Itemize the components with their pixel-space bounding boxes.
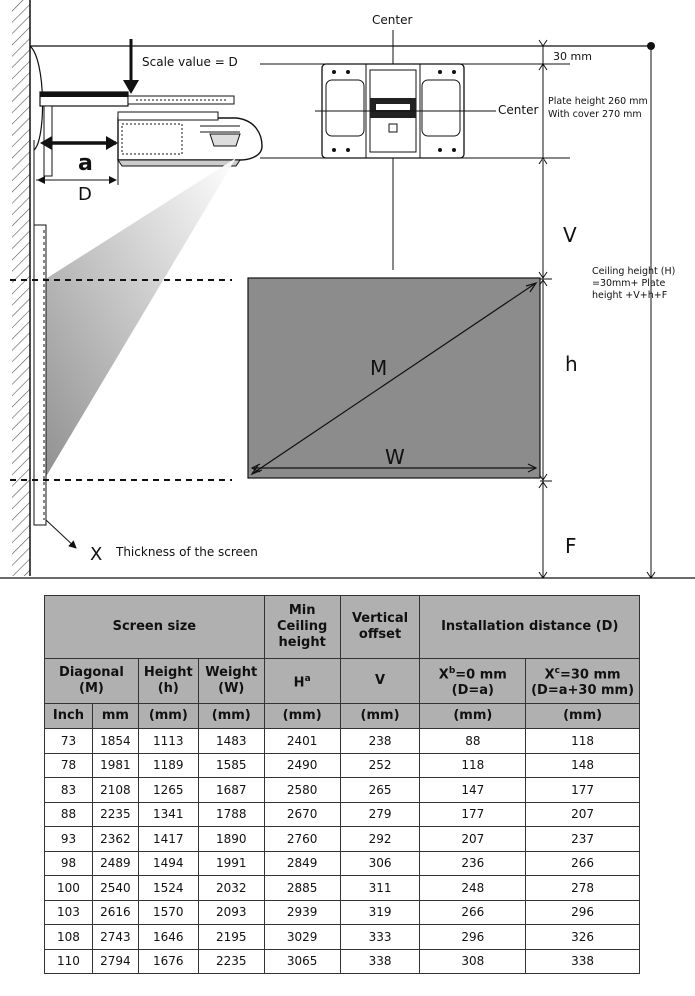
xc-header	[526, 659, 640, 704]
label-W: W	[385, 445, 405, 469]
H-header	[264, 659, 340, 704]
H-sup: a	[304, 673, 311, 684]
projector-icon	[118, 112, 262, 166]
table-cell: 2670	[264, 802, 340, 827]
table-cell: 88	[45, 802, 93, 827]
table-cell: 292	[340, 827, 420, 852]
table-cell: 319	[340, 900, 420, 925]
table-cell: 2490	[264, 753, 340, 778]
header-row-2	[45, 659, 640, 704]
xc-main: X	[544, 667, 555, 683]
unit-cell: (mm)	[340, 704, 420, 729]
table-cell: 1991	[198, 851, 264, 876]
table-cell: 1981	[92, 753, 138, 778]
table-cell: 88	[420, 729, 526, 754]
table-cell: 2540	[92, 876, 138, 901]
ceiling-note-3: height +V+h+F	[592, 290, 668, 301]
ceiling-note-2: =30mm+ Plate	[592, 278, 666, 289]
thickness-label: Thickness of the screen	[116, 545, 258, 559]
table-cell: 110	[45, 949, 93, 974]
table-row	[45, 949, 640, 974]
table-cell: 1646	[138, 925, 198, 950]
table-cell: 1417	[138, 827, 198, 852]
table-cell: 3029	[264, 925, 340, 950]
table-cell: 2849	[264, 851, 340, 876]
table-cell: 2195	[198, 925, 264, 950]
table-cell: 248	[420, 876, 526, 901]
diagonal-line2: (M)	[79, 681, 104, 696]
xb-sup: b	[448, 665, 456, 676]
table-cell: 1570	[138, 900, 198, 925]
table-cell: 2032	[198, 876, 264, 901]
table-cell: 1585	[198, 753, 264, 778]
weight-line2: (W)	[218, 681, 245, 696]
table-cell: 148	[526, 753, 640, 778]
table-cell: 306	[340, 851, 420, 876]
offset-30: 30 mm	[553, 50, 592, 63]
install-distance-header: Installation distance (D)	[420, 596, 640, 659]
ceiling-note-1: Ceiling height (H)	[592, 266, 676, 277]
unit-cell: (mm)	[198, 704, 264, 729]
weight-line1: Weight	[205, 665, 258, 680]
table-cell: 2794	[92, 949, 138, 974]
scale-label: Scale value = D	[142, 55, 238, 69]
table-cell: 1265	[138, 778, 198, 803]
height-line1: Height	[143, 665, 193, 680]
label-F: F	[565, 534, 577, 558]
xc-rest: =30 mm	[559, 667, 621, 683]
table-cell: 2108	[92, 778, 138, 803]
screen-size-header: Screen size	[45, 596, 265, 659]
table-cell: 73	[45, 729, 93, 754]
table-cell: 333	[340, 925, 420, 950]
weight-header	[198, 659, 264, 704]
min-ceiling-line3: height	[278, 635, 326, 650]
xb-header	[420, 659, 526, 704]
table-cell: 118	[526, 729, 640, 754]
table-cell: 207	[526, 802, 640, 827]
table-cell: 1676	[138, 949, 198, 974]
vertical-offset-line2: offset	[358, 627, 402, 642]
table-cell: 2489	[92, 851, 138, 876]
table-cell: 1189	[138, 753, 198, 778]
table-row	[45, 729, 640, 754]
diagonal-line1: Diagonal	[59, 665, 124, 680]
label-D: D	[78, 184, 92, 205]
unit-cell: (mm)	[264, 704, 340, 729]
table-cell: 1687	[198, 778, 264, 803]
table-cell: 2235	[198, 949, 264, 974]
unit-cell: mm	[92, 704, 138, 729]
min-ceiling-line1: Min	[288, 603, 316, 618]
xc-sup: c	[554, 665, 560, 676]
spec-table	[44, 595, 640, 974]
table-row	[45, 778, 640, 803]
table-cell: 326	[526, 925, 640, 950]
min-ceiling-header	[264, 596, 340, 659]
unit-cell: (mm)	[138, 704, 198, 729]
table-cell: 296	[526, 900, 640, 925]
table-cell: 2235	[92, 802, 138, 827]
table-cell: 147	[420, 778, 526, 803]
table-row	[45, 802, 640, 827]
table-cell: 177	[420, 802, 526, 827]
table-cell: 266	[420, 900, 526, 925]
label-M: M	[370, 356, 388, 380]
xb-main: X	[438, 667, 449, 683]
vertical-offset-line1: Vertical	[351, 611, 409, 626]
table-cell: 265	[340, 778, 420, 803]
units-row	[45, 704, 640, 729]
center-right-label: Center	[498, 103, 539, 117]
table-row	[45, 900, 640, 925]
table-cell: 1494	[138, 851, 198, 876]
table-cell: 296	[420, 925, 526, 950]
center-top-label: Center	[372, 13, 413, 27]
table-cell: 1113	[138, 729, 198, 754]
label-X: X	[90, 544, 103, 565]
table-cell: 207	[420, 827, 526, 852]
table-cell: 103	[45, 900, 93, 925]
diagonal-header	[45, 659, 139, 704]
height-header	[138, 659, 198, 704]
table-cell: 2580	[264, 778, 340, 803]
V-header: V	[340, 659, 420, 704]
with-cover: With cover 270 mm	[548, 109, 642, 120]
table-cell: 2616	[92, 900, 138, 925]
unit-cell: (mm)	[420, 704, 526, 729]
header-row-1	[45, 596, 640, 659]
table-row	[45, 876, 640, 901]
table-cell: 2362	[92, 827, 138, 852]
table-cell: 1483	[198, 729, 264, 754]
table-cell: 338	[526, 949, 640, 974]
table-cell: 2743	[92, 925, 138, 950]
table-cell: 93	[45, 827, 93, 852]
table-cell: 1854	[92, 729, 138, 754]
table-cell: 2093	[198, 900, 264, 925]
vertical-offset-header	[340, 596, 420, 659]
xc-line2: (D=a+30 mm)	[531, 683, 635, 699]
table-cell: 238	[340, 729, 420, 754]
table-cell: 108	[45, 925, 93, 950]
plate-height: Plate height 260 mm	[548, 96, 648, 107]
table-cell: 2760	[264, 827, 340, 852]
table-cell: 118	[420, 753, 526, 778]
table-cell: 1890	[198, 827, 264, 852]
table-cell: 78	[45, 753, 93, 778]
table-cell: 100	[45, 876, 93, 901]
table-cell: 83	[45, 778, 93, 803]
label-a: a	[78, 151, 93, 176]
unit-cell: (mm)	[526, 704, 640, 729]
table-cell: 1341	[138, 802, 198, 827]
table-cell: 266	[526, 851, 640, 876]
table-cell: 2885	[264, 876, 340, 901]
table-cell: 279	[340, 802, 420, 827]
height-line2: (h)	[157, 681, 179, 696]
table-cell: 237	[526, 827, 640, 852]
unit-cell: Inch	[45, 704, 93, 729]
projection-beam	[44, 158, 236, 480]
xb-line2: (D=a)	[451, 683, 494, 699]
table-cell: 2939	[264, 900, 340, 925]
table-cell: 3065	[264, 949, 340, 974]
table-row	[45, 753, 640, 778]
table-cell: 1788	[198, 802, 264, 827]
xb-rest: =0 mm	[455, 667, 507, 683]
table-cell: 311	[340, 876, 420, 901]
table-cell: 338	[340, 949, 420, 974]
table-cell: 236	[420, 851, 526, 876]
table-cell: 308	[420, 949, 526, 974]
label-V: V	[563, 223, 577, 247]
table-row	[45, 925, 640, 950]
table-cell: 278	[526, 876, 640, 901]
ceiling-point	[647, 42, 655, 50]
table-cell: 252	[340, 753, 420, 778]
table-cell: 1524	[138, 876, 198, 901]
table-row	[45, 827, 640, 852]
table-body	[45, 729, 640, 974]
table-cell: 98	[45, 851, 93, 876]
H-main: H	[293, 675, 305, 691]
table-row	[45, 851, 640, 876]
min-ceiling-line2: Ceiling	[277, 619, 328, 634]
table-cell: 177	[526, 778, 640, 803]
label-h: h	[565, 352, 578, 376]
table-cell: 2401	[264, 729, 340, 754]
